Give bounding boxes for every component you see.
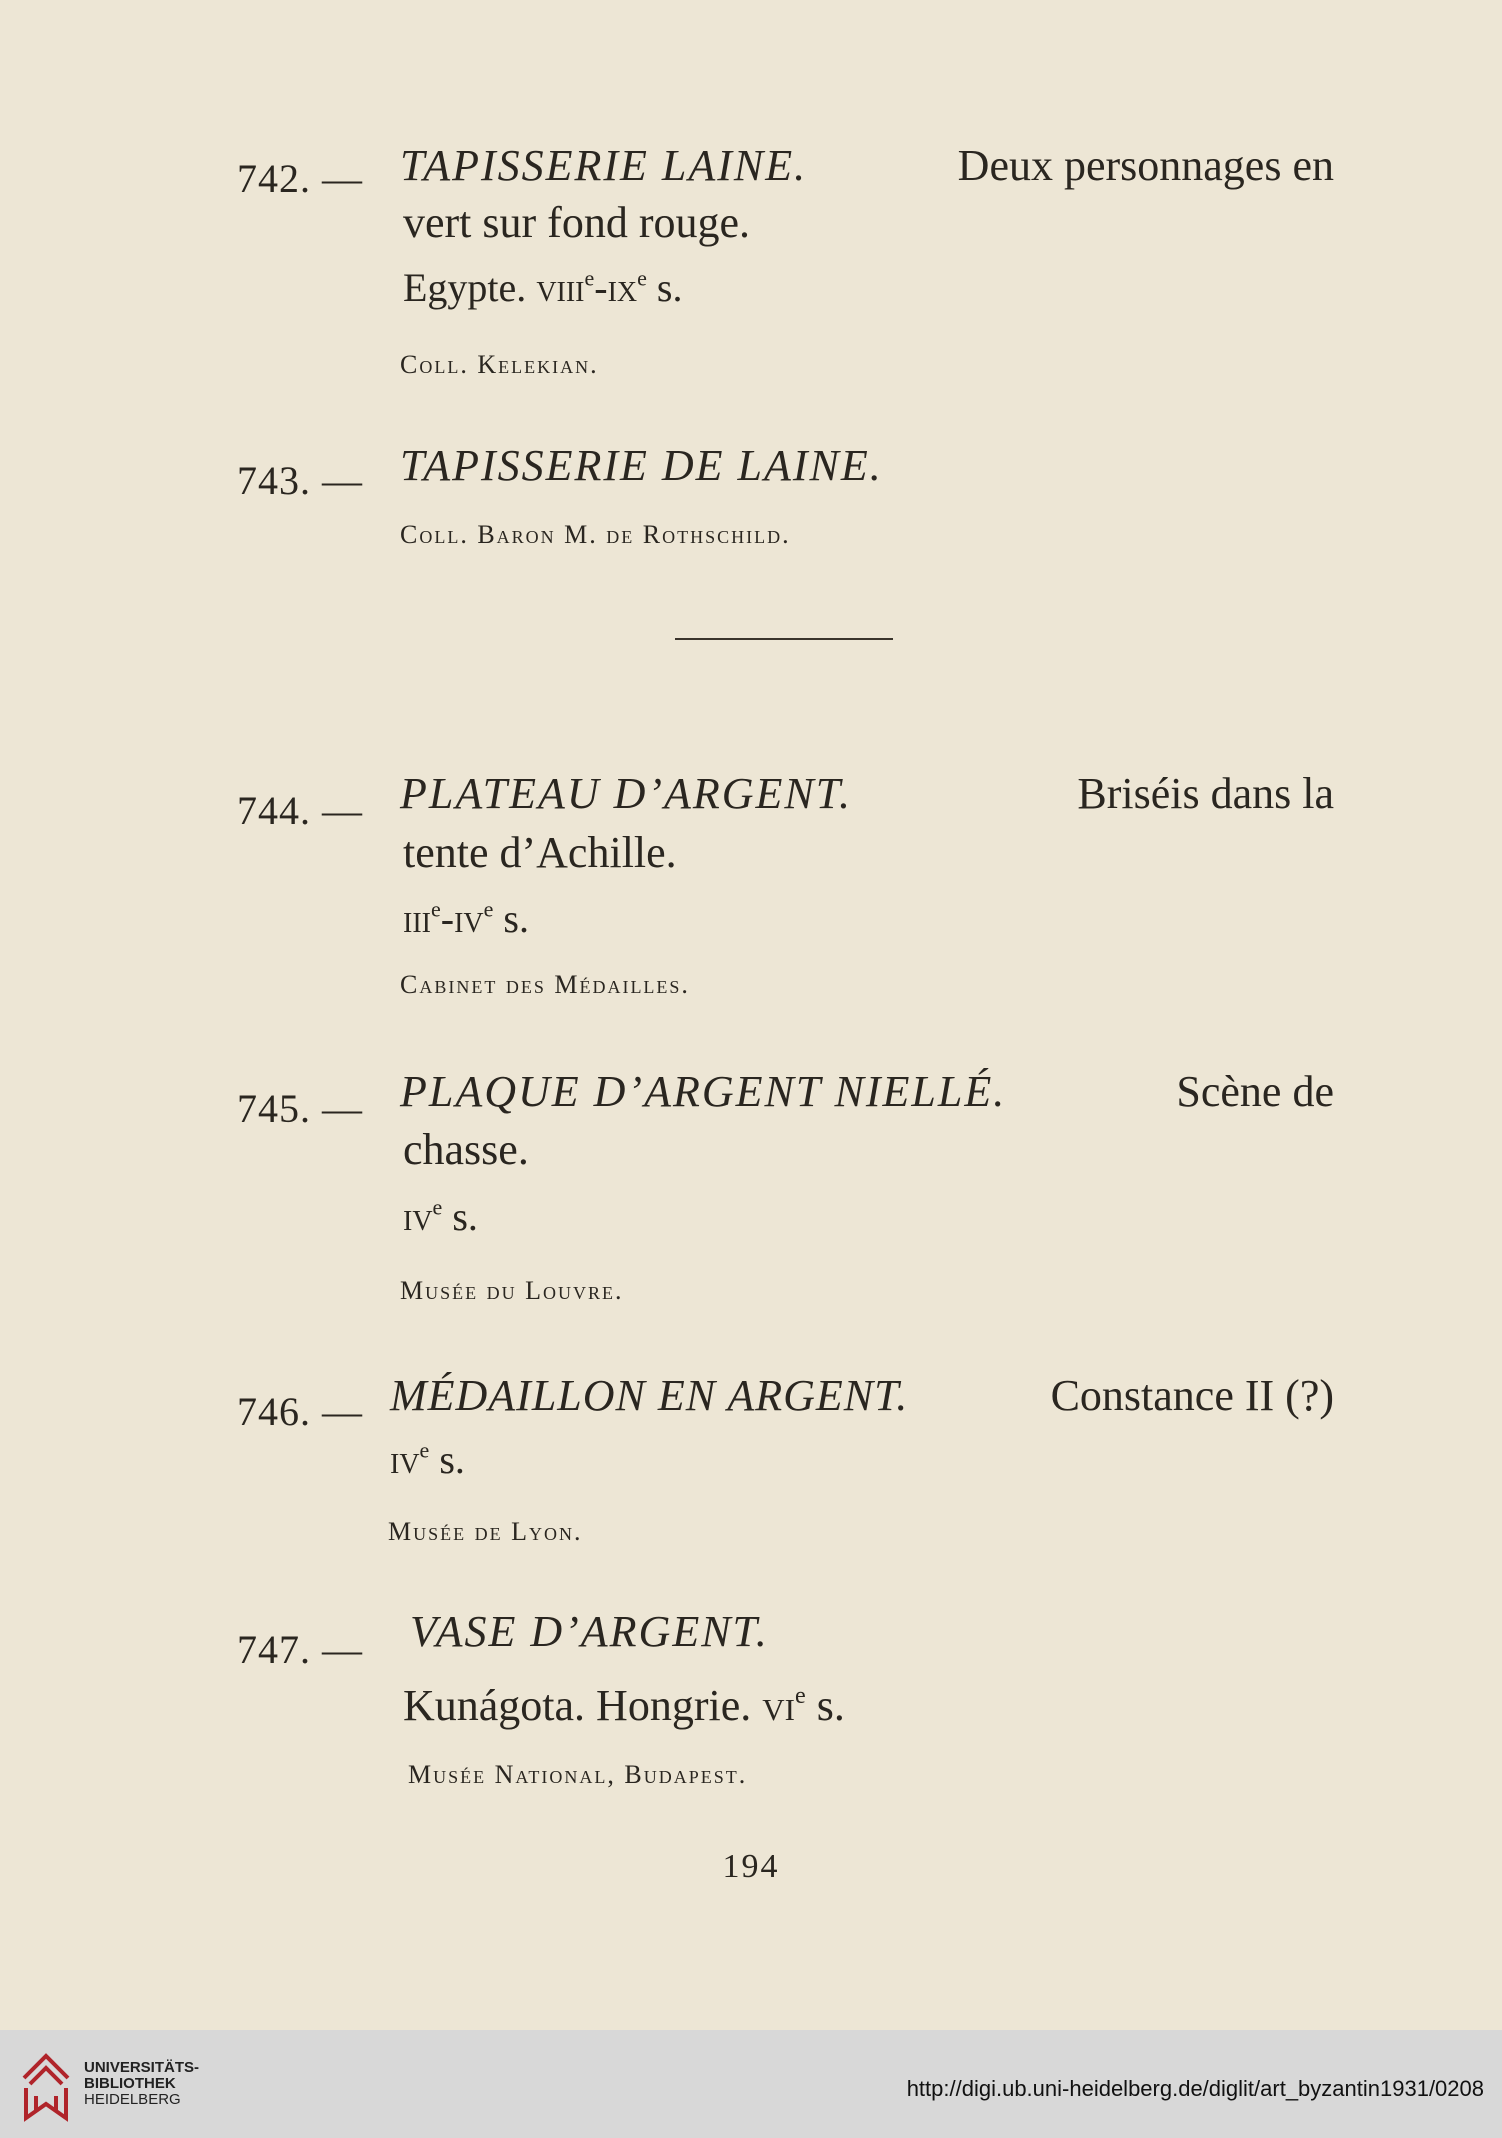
- entry-date: $iii^e-iv^e$ s.: [403, 896, 529, 941]
- entry-heading: [400, 140, 1334, 191]
- entry-number: 745. —: [237, 1086, 363, 1131]
- entry-title: PLAQUE D’ARGENT NIELLÉ.: [400, 1067, 1007, 1116]
- entry-collection: Coll. Baron M. de Rothschild.: [400, 520, 791, 549]
- entry-description: Deux personnages en: [957, 141, 1334, 190]
- entry-collection: Musée de Lyon.: [388, 1517, 583, 1546]
- entry-description-cont: tente d’Achille.: [403, 828, 677, 877]
- entry-heading: [410, 1606, 1334, 1657]
- entry-collection: Cabinet des Médailles.: [400, 970, 690, 999]
- entry-collection: Musée du Louvre.: [400, 1276, 624, 1305]
- entry-number: 742. —: [237, 156, 363, 201]
- entry-title: PLATEAU D’ARGENT.: [400, 769, 852, 818]
- entry-number: 743. —: [237, 458, 363, 503]
- entry-description: Briséis dans la: [1077, 769, 1334, 818]
- entry-heading: [390, 1370, 1334, 1421]
- library-name: UNIVERSITÄTS- BIBLIOTHEK HEIDELBERG: [84, 2059, 200, 2108]
- entry-title: TAPISSERIE LAINE.: [400, 141, 808, 190]
- footer-bar: [0, 2030, 1502, 2138]
- entry-collection: Coll. Kelekian.: [400, 350, 599, 379]
- entry-number: 747. —: [237, 1627, 363, 1672]
- section-divider: [675, 638, 893, 640]
- entry-date: $iv^e$ s.: [403, 1194, 478, 1239]
- entry-number: 744. —: [237, 788, 363, 833]
- entry-title: VASE D’ARGENT.: [410, 1607, 769, 1656]
- page-number: 194: [722, 1848, 780, 1885]
- entry-description-cont: chasse.: [403, 1125, 529, 1174]
- entry-heading: [400, 768, 1334, 819]
- entry-heading: [400, 1066, 1334, 1117]
- entry-title: MÉDAILLON EN ARGENT.: [390, 1371, 909, 1420]
- entry-heading: [400, 440, 1334, 491]
- entry-date: Kunágota. Hongrie. $vi^e$ s.: [403, 1681, 845, 1730]
- source-url[interactable]: http://digi.ub.uni-heidelberg.de/diglit/art_byzantin1931/0208: [906, 2076, 1484, 2101]
- entry-number: 746. —: [237, 1389, 363, 1434]
- library-logo-icon: [16, 2048, 76, 2124]
- entry-title: TAPISSERIE DE LAINE.: [400, 441, 883, 490]
- entry-collection: Musée National, Budapest.: [408, 1760, 748, 1789]
- entry-description: Scène de: [1176, 1067, 1334, 1116]
- entry-description: Constance II (?): [1050, 1371, 1334, 1420]
- entry-date: $iv^e$ s.: [390, 1437, 465, 1482]
- entry-description-cont: vert sur fond rouge.: [403, 198, 751, 247]
- entry-date: Egypte. $viii^e-ix^e$ s.: [403, 265, 683, 310]
